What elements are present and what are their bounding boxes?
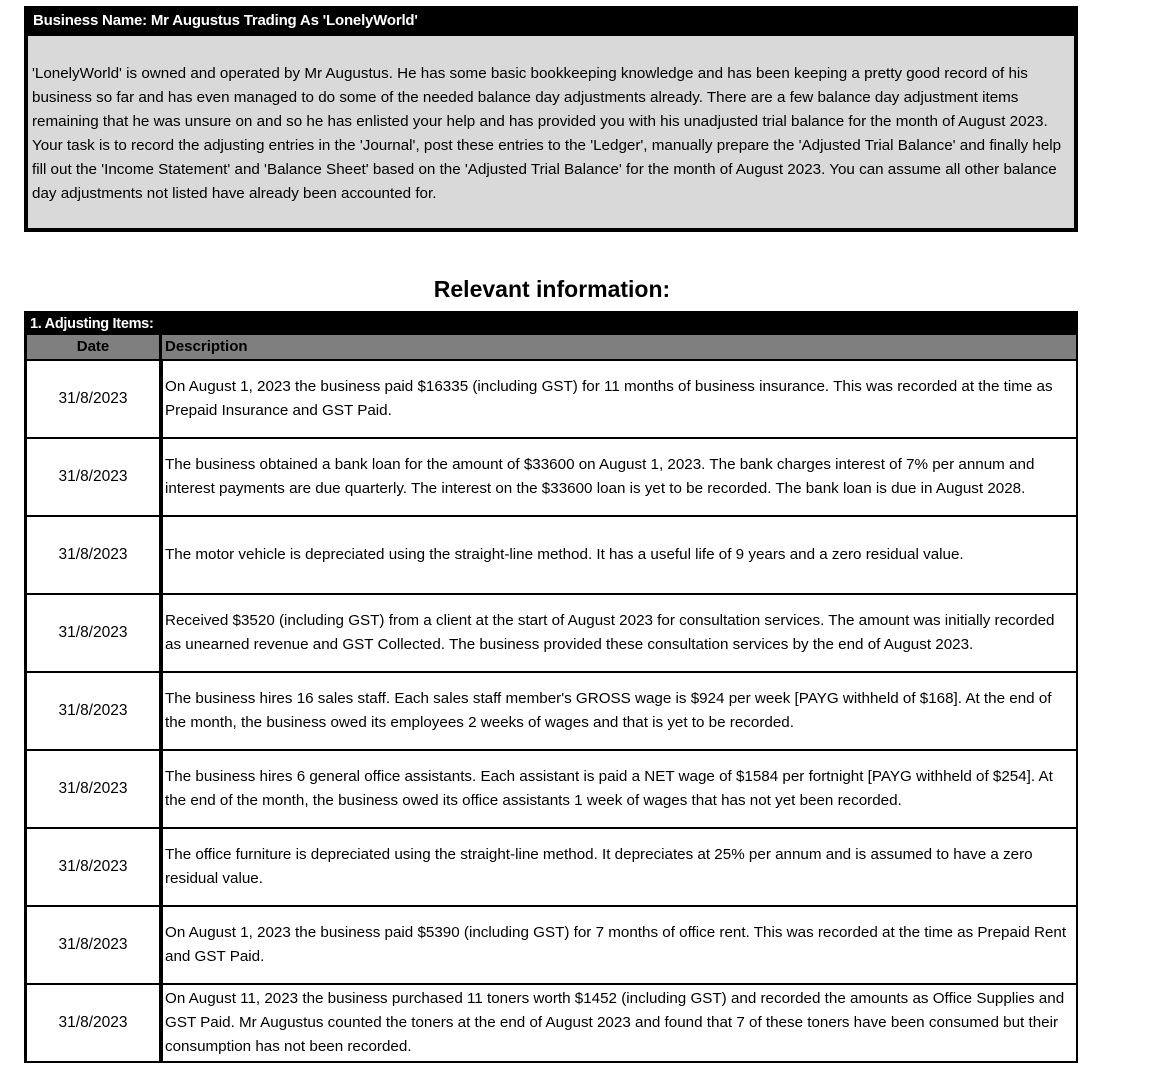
date-column-header: Date — [76, 338, 110, 355]
row-description: The business hires 16 sales staff. Each sales staff member's GROSS wage is $924 per week [PAYG withheld of $168]. At the end of the month, the business owed its employees 2 weeks of wages and that is yet to be recorded. — [159, 673, 1076, 749]
row-description: The office furniture is depreciated using the straight-line method. It depreciates at 25% per annum and is assumed to have a zero residual value. — [159, 829, 1076, 905]
table-row — [27, 595, 1076, 673]
section-title: Relevant information: — [433, 276, 671, 302]
table-row — [27, 361, 1076, 439]
table-row — [27, 907, 1076, 985]
business-info-box — [24, 6, 1078, 232]
row-description: On August 1, 2023 the business paid $16335 (including GST) for 11 months of business insurance. This was recorded at the time as Prepaid Insurance and GST Paid. — [159, 361, 1076, 437]
row-description: The business hires 6 general office assistants. Each assistant is paid a NET wage of $1584 per fortnight [PAYG withheld of $254]. At the end of the month, the business owed its office assistants 1 week of wages that has not yet been recorded. — [159, 751, 1076, 827]
row-date: 31/8/2023 — [58, 390, 128, 407]
row-date: 31/8/2023 — [58, 936, 128, 953]
adjusting-rows — [24, 359, 1078, 1063]
table-row — [27, 751, 1076, 829]
business-description: 'LonelyWorld' is owned and operated by Mr Augustus. He has some basic bookkeeping knowledge and has been keeping a pretty good record of his business so far and has even managed to do some of the needed balance day adjustments already. There are a few balance day adjustment items remaining that he was unsure on and so he has enlisted your help and has provided you with his unadjusted trial balance for the month of August 2023. Your task is to record the adjusting entries in the 'Journal', post these entries to the 'Ledger', manually prepare the 'Adjusted Trial Balance' and finally help fill out the 'Income Statement' and 'Balance Sheet' based on the 'Adjusted Trial Balance' for the month of August 2023. You can assume all other balance day adjustments not listed have already been accounted for. — [32, 65, 1062, 202]
table-row — [27, 829, 1076, 907]
row-description: On August 1, 2023 the business paid $5390 (including GST) for 7 months of office rent. This was recorded at the time as Prepaid Rent and GST Paid. — [159, 907, 1076, 983]
row-date: 31/8/2023 — [58, 780, 128, 797]
row-date: 31/8/2023 — [58, 858, 128, 875]
table-row — [27, 985, 1076, 1063]
row-description: On August 11, 2023 the business purchased 11 toners worth $1452 (including GST) and recorded the amounts as Office Supplies and GST Paid. Mr Augustus counted the toners at the end of August 2023 and found that 7 of these toners have been consumed but their consumption has not been recorded. — [159, 985, 1076, 1061]
row-date: 31/8/2023 — [58, 1014, 128, 1031]
table-row — [27, 439, 1076, 517]
row-date: 31/8/2023 — [58, 546, 128, 563]
description-column-header: Description — [159, 335, 1076, 359]
row-date: 31/8/2023 — [58, 624, 128, 641]
table-row — [27, 517, 1076, 595]
adjusting-items-header: 1. Adjusting Items: — [24, 311, 1078, 335]
column-header-row — [24, 335, 1078, 359]
table-row — [27, 673, 1076, 751]
row-description: Received $3520 (including GST) from a client at the start of August 2023 for consultation services. The amount was initially recorded as unearned revenue and GST Collected. The business provided these consultation services by the end of August 2023. — [159, 595, 1076, 671]
row-date: 31/8/2023 — [58, 702, 128, 719]
row-description: The business obtained a bank loan for the amount of $33600 on August 1, 2023. The bank charges interest of 7% per annum and interest payments are due quarterly. The interest on the $33600 loan is yet to be recorded. The bank loan is due in August 2028. — [159, 439, 1076, 515]
business-name-header: Business Name: Mr Augustus Trading As 'LonelyWorld' — [28, 6, 1074, 36]
row-date: 31/8/2023 — [58, 468, 128, 485]
adjusting-items-table — [24, 311, 1078, 1063]
row-description: The motor vehicle is depreciated using the straight-line method. It has a useful life of 9 years and a zero residual value. — [159, 517, 1076, 593]
